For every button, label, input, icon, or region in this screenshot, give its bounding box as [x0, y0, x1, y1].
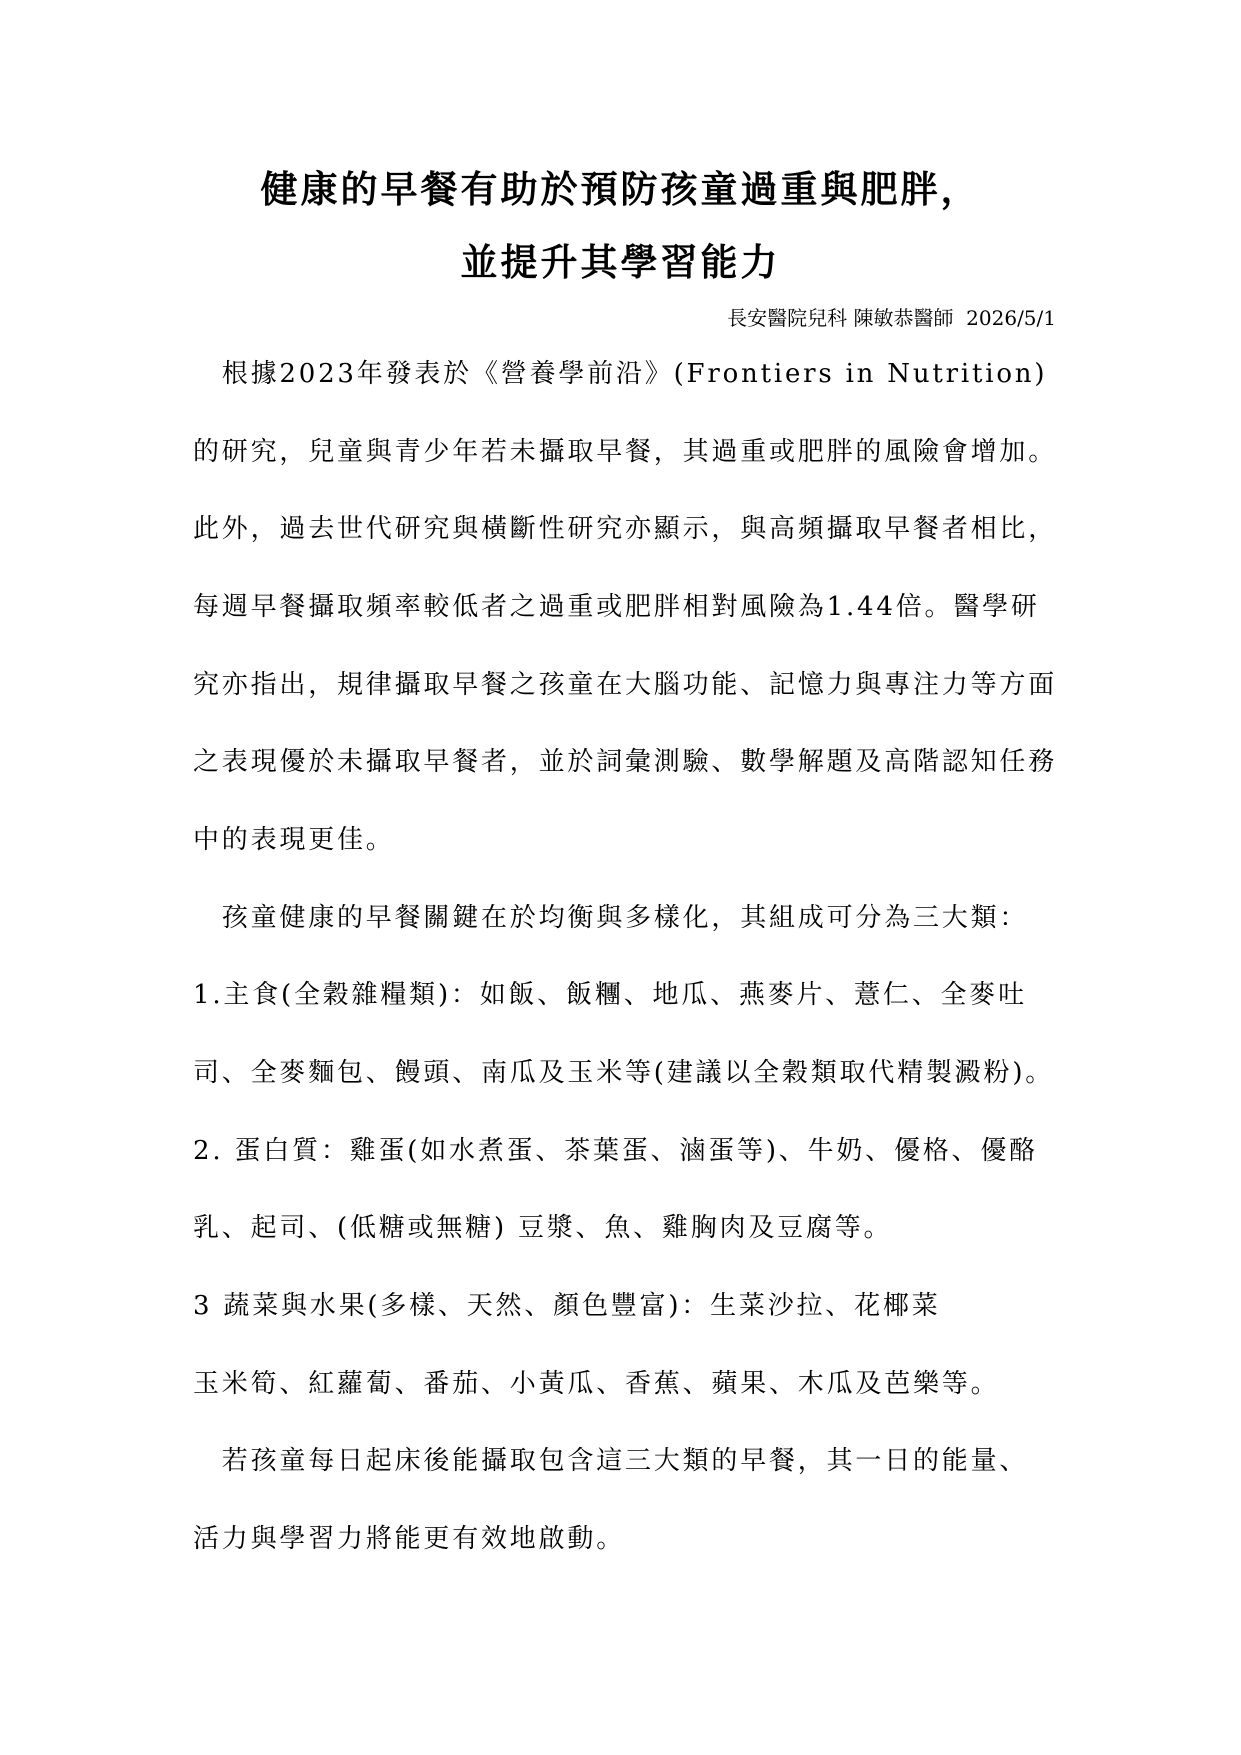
body-line: 孩童健康的早餐關鍵在於均衡與多樣化，其組成可分為三大類：	[193, 903, 1029, 933]
body-line: 1.主食(全穀雜糧類)：如飯、飯糰、地瓜、燕麥片、薏仁、全麥吐	[193, 980, 1027, 1010]
author-byline: 長安醫院兒科 陳敏恭醫師 2026/5/1	[727, 306, 1056, 330]
title-line-2: 並提升其學習能力	[460, 241, 781, 284]
body-line: 3 蔬菜與水果(多樣、天然、顏色豐富)：生菜沙拉、花椰菜	[193, 1291, 941, 1321]
body-line: 每週早餐攝取頻率較低者之過重或肥胖相對風險為1.44倍。醫學研	[193, 592, 1040, 622]
body-line: 根據2023年發表於《營養學前沿》(Frontiers in Nutrition)	[193, 359, 1048, 389]
title-line-1: 健康的早餐有助於預防孩童過重與肥胖，	[260, 168, 981, 211]
body-line: 玉米筍、紅蘿蔔、番茄、小黃瓜、香蕉、蘋果、木瓜及芭樂等。	[193, 1369, 1000, 1399]
body-line: 若孩童每日起床後能攝取包含這三大類的早餐，其一日的能量、	[193, 1446, 1029, 1476]
body-line: 此外，過去世代研究與橫斷性研究亦顯示，與高頻攝取早餐者相比，	[193, 514, 1058, 544]
body-line: 2. 蛋白質：雞蛋(如水煮蛋、茶葉蛋、滷蛋等)、牛奶、優格、優酪	[193, 1136, 1038, 1166]
body-line: 中的表現更佳。	[193, 825, 395, 855]
body-line: 究亦指出，規律攝取早餐之孩童在大腦功能、記憶力與專注力等方面	[193, 670, 1058, 700]
body-line: 司、全麥麵包、饅頭、南瓜及玉米等(建議以全穀類取代精製澱粉)。	[193, 1058, 1055, 1088]
body-line: 的研究，兒童與青少年若未攝取早餐，其過重或肥胖的風險會增加。	[193, 437, 1058, 467]
body-line: 之表現優於未攝取早餐者，並於詞彙測驗、數學解題及高階認知任務	[193, 747, 1058, 777]
body-line: 活力與學習力將能更有效地啟動。	[193, 1524, 626, 1554]
body-line: 乳、起司、(低糖或無糖) 豆漿、魚、雞胸肉及豆腐等。	[193, 1213, 893, 1243]
